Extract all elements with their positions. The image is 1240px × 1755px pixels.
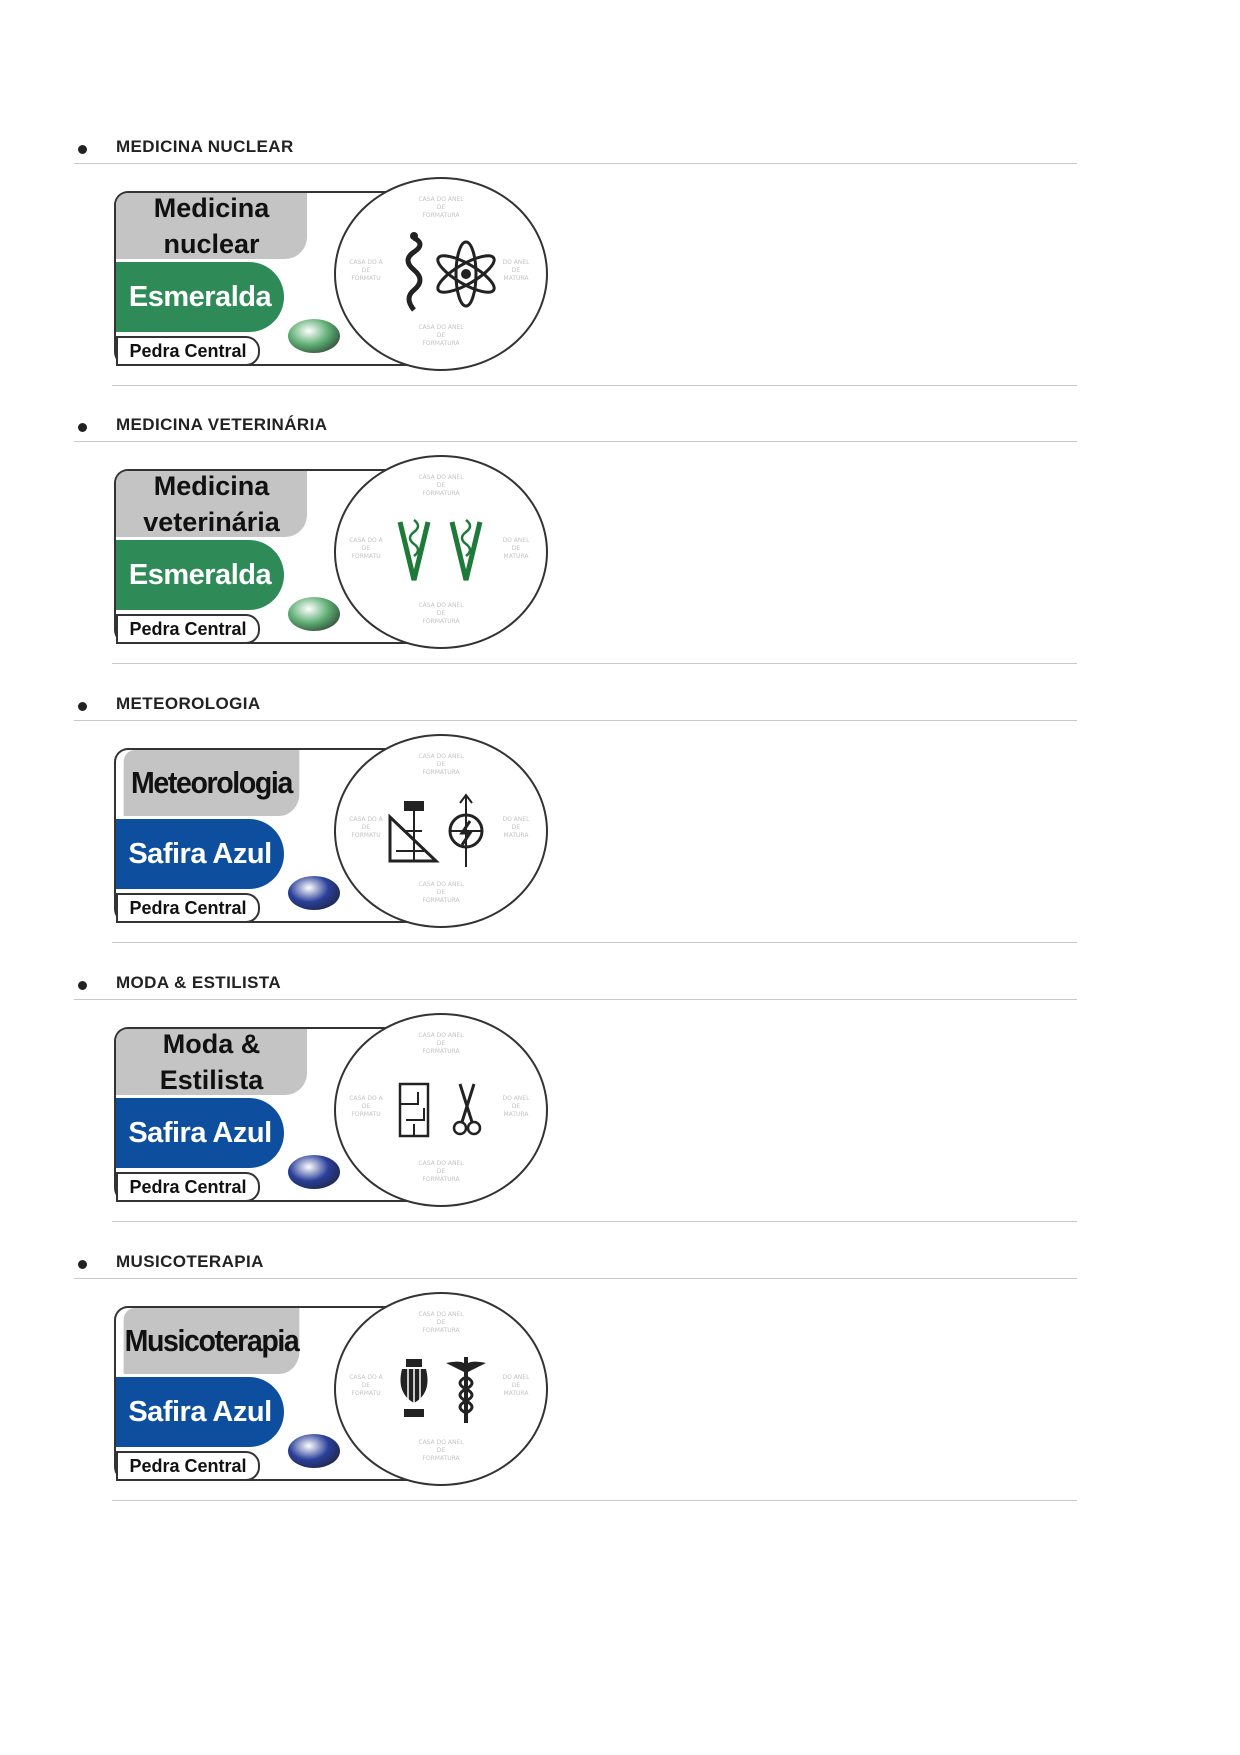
watermark-text: FORMATU xyxy=(351,275,381,282)
watermark-left xyxy=(349,1095,383,1118)
central-stone-label: Pedra Central xyxy=(116,1172,260,1202)
divider xyxy=(112,663,1077,664)
badge-title: Medicina veterinária xyxy=(116,471,307,537)
divider xyxy=(112,385,1077,386)
watermark-top xyxy=(418,474,464,497)
watermark-text: CASA DO A xyxy=(349,1095,383,1102)
watermark-right xyxy=(503,537,531,560)
watermark-text: FORMATURA xyxy=(422,1176,460,1183)
watermark-bottom xyxy=(418,324,464,347)
ring-badge-image xyxy=(112,1013,557,1213)
watermark-text: MATURA xyxy=(503,1111,529,1118)
stone-label: Safira Azul xyxy=(116,1098,284,1168)
watermark-text: FORMATU xyxy=(351,832,381,839)
watermark-text: MATURA xyxy=(503,832,529,839)
watermark-text: FORMATURA xyxy=(422,897,460,904)
watermark-text: MATURA xyxy=(503,1390,529,1397)
watermark-text: DO ANEL xyxy=(502,259,530,266)
watermark-right xyxy=(503,1095,531,1118)
watermark-text: DE xyxy=(361,267,371,274)
watermark-text: CASA DO ANEL xyxy=(418,474,464,481)
watermark-text: DO ANEL xyxy=(502,1374,530,1381)
section-heading: MODA & ESTILISTA xyxy=(116,973,282,992)
divider xyxy=(74,999,1077,1000)
divider xyxy=(74,720,1077,721)
watermark-text: CASA DO ANEL xyxy=(418,1032,464,1039)
divider xyxy=(112,942,1077,943)
scissors-icon xyxy=(454,1084,480,1134)
watermark-text: FORMATURA xyxy=(422,1327,460,1334)
watermark-bottom xyxy=(418,1160,464,1183)
watermark-top xyxy=(418,1032,464,1055)
watermark-text: FORMATURA xyxy=(422,1048,460,1055)
gem-icon xyxy=(288,1434,340,1468)
watermark-text: CASA DO ANEL xyxy=(418,602,464,609)
watermark-text: FORMATURA xyxy=(422,769,460,776)
watermark-text: CASA DO ANEL xyxy=(418,196,464,203)
watermark-left xyxy=(349,259,383,282)
gem-icon xyxy=(288,319,340,353)
bullet-icon xyxy=(78,423,87,432)
badge-title: Musicoterapia xyxy=(124,1308,300,1374)
watermark-text: DE xyxy=(361,1382,371,1389)
watermark-text: CASA DO A xyxy=(349,537,383,544)
watermark-text: CASA DO A xyxy=(349,816,383,823)
watermark-right xyxy=(503,816,531,839)
section-heading: MEDICINA NUCLEAR xyxy=(116,137,294,156)
watermark-text: DE xyxy=(511,824,521,831)
divider xyxy=(74,441,1077,442)
watermark-text: DE xyxy=(436,204,446,211)
watermark-text: DE xyxy=(511,1103,521,1110)
pattern-icon xyxy=(400,1084,428,1136)
gem-icon xyxy=(288,876,340,910)
watermark-text: FORMATU xyxy=(351,553,381,560)
badge-title: Moda & Estilista xyxy=(116,1029,307,1095)
central-stone-label: Pedra Central xyxy=(116,893,260,923)
section-heading: METEOROLOGIA xyxy=(116,694,261,713)
watermark-text: FORMATU xyxy=(351,1111,381,1118)
watermark-text: DE xyxy=(361,545,371,552)
watermark-text: DE xyxy=(436,1319,446,1326)
section-2 xyxy=(0,415,1240,697)
ring-badge-image xyxy=(112,177,557,377)
v-serpent-icon xyxy=(452,520,480,580)
watermark-text: CASA DO ANEL xyxy=(418,1311,464,1318)
bullet-icon xyxy=(78,981,87,990)
watermark-text: CASA DO A xyxy=(349,1374,383,1381)
watermark-text: DE xyxy=(436,1168,446,1175)
watermark-top xyxy=(418,1311,464,1334)
watermark-left xyxy=(349,537,383,560)
ring-side-emblem xyxy=(334,1013,548,1207)
central-stone-label: Pedra Central xyxy=(116,614,260,644)
badge-title: Medicina nuclear xyxy=(116,193,307,259)
section-5 xyxy=(0,1252,1240,1534)
watermark-text: DE xyxy=(436,1040,446,1047)
atom-icon xyxy=(433,242,498,306)
watermark-text: CASA DO ANEL xyxy=(418,1160,464,1167)
watermark-left xyxy=(349,1374,383,1397)
ring-side-emblem xyxy=(334,455,548,649)
watermark-text: FORMATURA xyxy=(422,340,460,347)
bullet-icon xyxy=(78,145,87,154)
watermark-text: FORMATURA xyxy=(422,1455,460,1462)
ring-badge-image xyxy=(112,1292,557,1492)
stone-label: Safira Azul xyxy=(116,819,284,889)
watermark-text: DE xyxy=(436,761,446,768)
divider xyxy=(112,1221,1077,1222)
watermark-text: DE xyxy=(436,610,446,617)
central-stone-label: Pedra Central xyxy=(116,1451,260,1481)
ring-badge-image xyxy=(112,734,557,934)
divider xyxy=(74,163,1077,164)
divider xyxy=(74,1278,1077,1279)
section-3 xyxy=(0,694,1240,976)
watermark-text: DE xyxy=(436,1447,446,1454)
watermark-right xyxy=(503,259,531,282)
watermark-bottom xyxy=(418,881,464,904)
watermark-text: CASA DO A xyxy=(349,259,383,266)
watermark-text: DO ANEL xyxy=(502,816,530,823)
watermark-top xyxy=(418,753,464,776)
watermark-text: DO ANEL xyxy=(502,537,530,544)
watermark-text: FORMATU xyxy=(351,1390,381,1397)
divider xyxy=(112,1500,1077,1501)
watermark-text: CASA DO ANEL xyxy=(418,753,464,760)
section-heading: MUSICOTERAPIA xyxy=(116,1252,264,1271)
central-stone-label: Pedra Central xyxy=(116,336,260,366)
ring-badge-image xyxy=(112,455,557,655)
watermark-left xyxy=(349,816,383,839)
watermark-text: FORMATURA xyxy=(422,490,460,497)
stone-label: Esmeralda xyxy=(116,262,284,332)
ring-side-emblem xyxy=(334,734,548,928)
watermark-top xyxy=(418,196,464,219)
watermark-text: CASA DO ANEL xyxy=(418,881,464,888)
lyre-icon xyxy=(401,1359,428,1417)
badge-title: Meteorologia xyxy=(124,750,300,816)
watermark-text: DE xyxy=(436,889,446,896)
gem-icon xyxy=(288,597,340,631)
serpent-icon xyxy=(408,232,420,310)
section-4 xyxy=(0,973,1240,1255)
stone-label: Esmeralda xyxy=(116,540,284,610)
section-1 xyxy=(0,137,1240,419)
watermark-text: DE xyxy=(361,1103,371,1110)
watermark-bottom xyxy=(418,1439,464,1462)
watermark-text: MATURA xyxy=(503,275,529,282)
theodolite-icon xyxy=(390,801,436,861)
bullet-icon xyxy=(78,702,87,711)
watermark-text: DO ANEL xyxy=(502,1095,530,1102)
bullet-icon xyxy=(78,1260,87,1269)
watermark-bottom xyxy=(418,602,464,625)
gem-icon xyxy=(288,1155,340,1189)
watermark-text: CASA DO ANEL xyxy=(418,324,464,331)
watermark-right xyxy=(503,1374,531,1397)
ring-side-emblem xyxy=(334,1292,548,1486)
watermark-text: MATURA xyxy=(503,553,529,560)
watermark-text: DE xyxy=(361,824,371,831)
stone-label: Safira Azul xyxy=(116,1377,284,1447)
watermark-text: DE xyxy=(436,332,446,339)
watermark-text: CASA DO ANEL xyxy=(418,1439,464,1446)
watermark-text: DE xyxy=(511,545,521,552)
watermark-text: FORMATURA xyxy=(422,618,460,625)
section-heading: MEDICINA VETERINÁRIA xyxy=(116,415,328,434)
watermark-text: DE xyxy=(511,267,521,274)
v-serpent-icon xyxy=(400,520,428,580)
watermark-text: FORMATURA xyxy=(422,212,460,219)
watermark-text: DE xyxy=(436,482,446,489)
globe-lightning-icon xyxy=(450,795,482,867)
ring-side-emblem xyxy=(334,177,548,371)
watermark-text: DE xyxy=(511,1382,521,1389)
caduceus-icon xyxy=(446,1357,486,1423)
